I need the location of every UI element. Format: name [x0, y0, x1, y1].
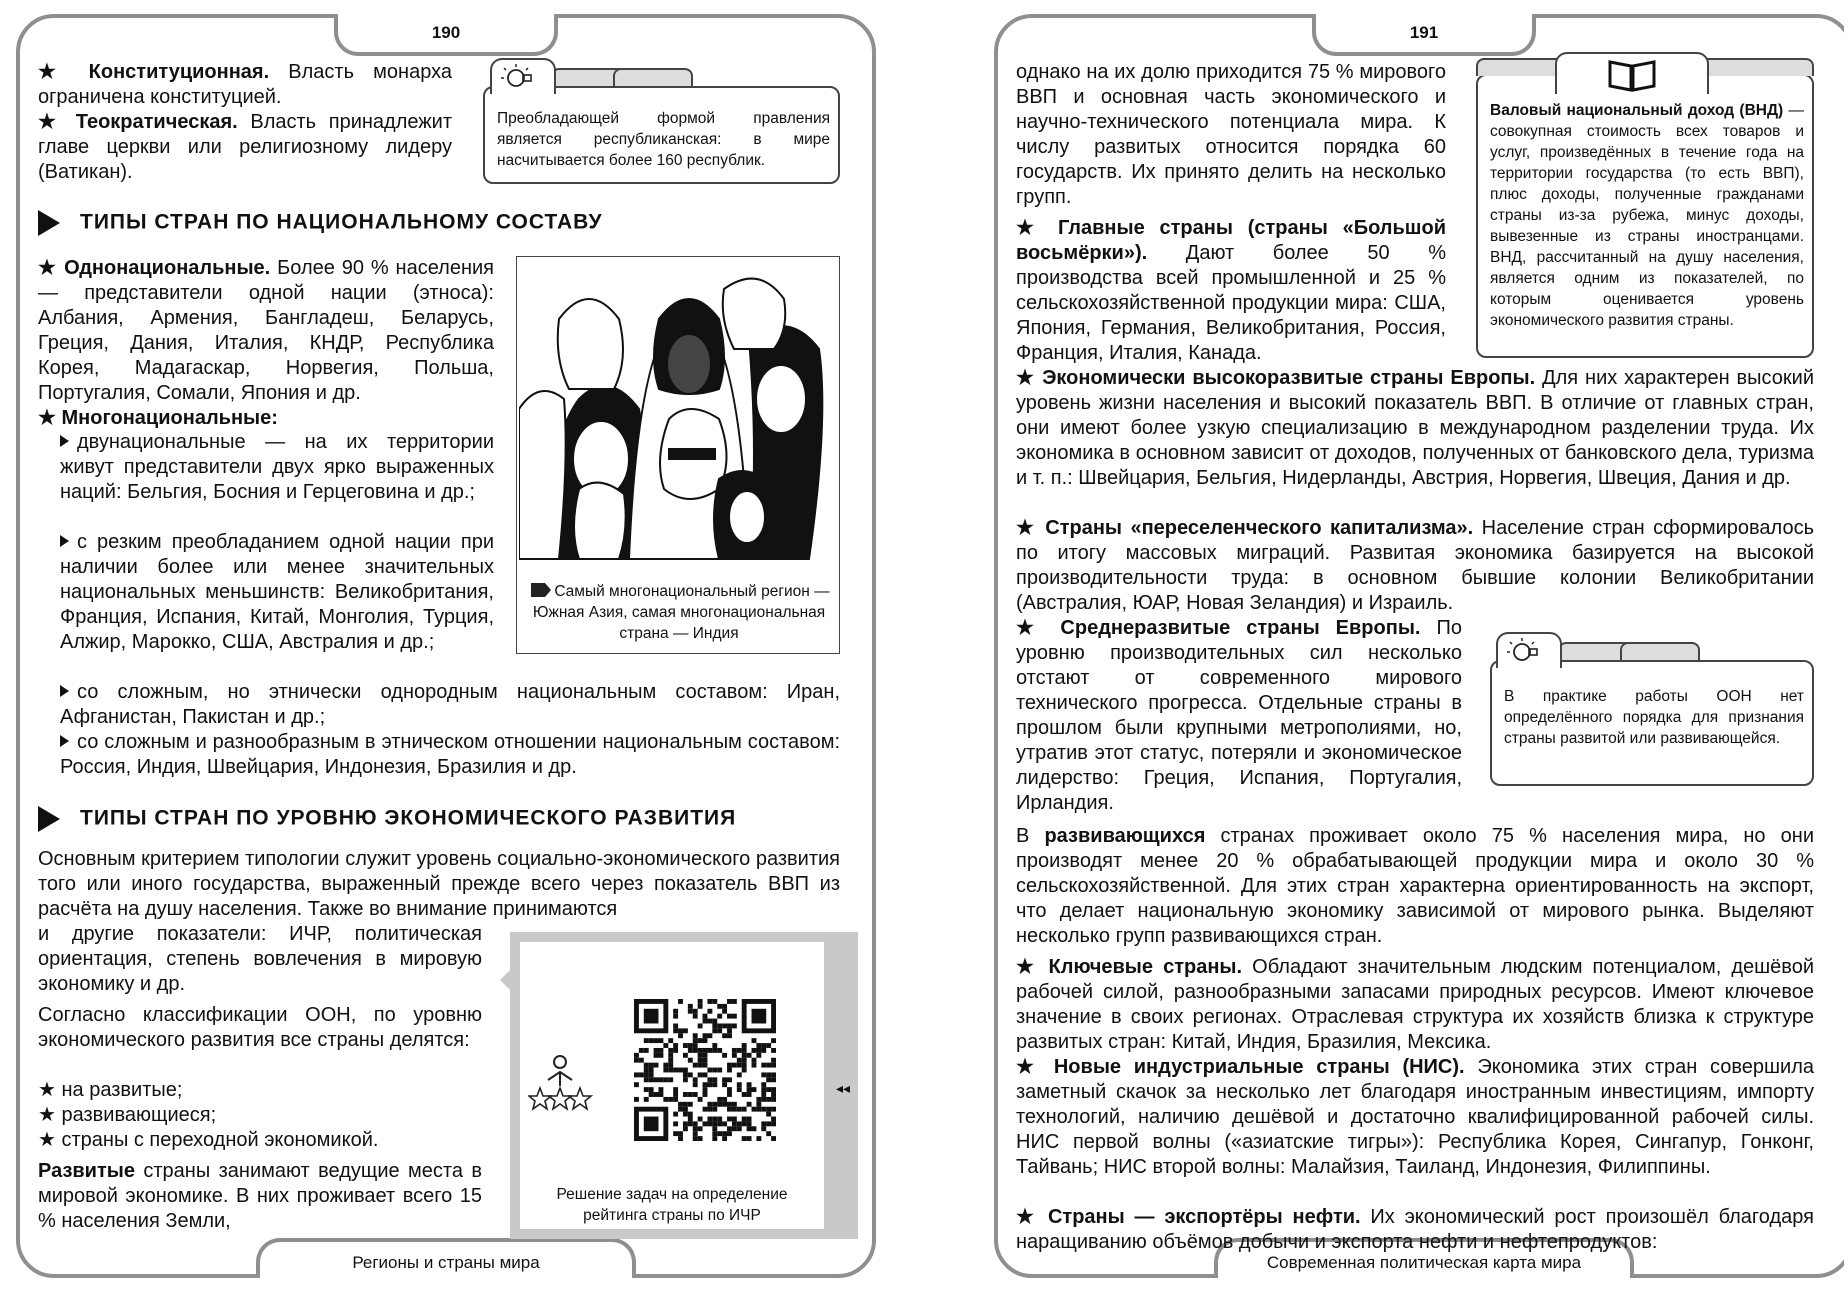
crowd-of-faces-illustration [519, 259, 839, 569]
developed-continued: однако на их долю приходится 75 % мирового ВВП и основная часть экономического и научно-технического потенциала мира. К числу развитых относится порядка 60 государств. Их принято делить на несколько групп. [1016, 61, 1446, 208]
bullet-triangle-icon [60, 435, 69, 447]
page-footer: Регионы и страны мира [256, 1238, 636, 1278]
multi-item-3: со сложным, но этнически однородным национальным составом: Иран, Афганистан, Пакистан и др.; [60, 681, 840, 728]
book-icon [1555, 52, 1709, 94]
section-heading-national: ТИПЫ СТРАН ПО НАЦИОНАЛЬНОМУ СОСТАВУ [38, 210, 603, 236]
mono-national-text [38, 256, 494, 431]
g8-label: ★ Главные страны (страны «Большой восьмёрки»). [1016, 217, 1446, 264]
rating-stars-icon [528, 1052, 598, 1112]
un-classification: Согласно классификации ООН, по уровню экономического развития все страны делятся: [38, 1004, 482, 1051]
gni-definition: Валовый национальный доход (ВНД) — совокупная стоимость всех товаров и услуг, произведённых в течение года на территории государства (то есть ВВП), плюс доходы, полученные гражданами страны из-за рубежа, минус доходы, вывезенные из страны иностранцами. ВНД, рассчитанный на душу населения, является одним из показателей, по которым оценивается уровень экономического развития страны. [1490, 102, 1805, 329]
lightbulb-icon [1496, 632, 1562, 668]
section-heading-economic: ТИПЫ СТРАН ПО УРОВНЮ ЭКОНОМИЧЕСКОГО РАЗВИТИЯ [38, 806, 736, 832]
middle-europe-label: ★ Среднеразвитые страны Европы. [1016, 617, 1421, 639]
qr-panel [510, 932, 858, 1239]
note-un-text: В практике работы ООН нет определённого порядка для признания страны развитой или развивающейся. [1504, 688, 1804, 747]
mono-label: ★ Однонациональные. [38, 257, 271, 279]
multi-item-4: со сложным и разнообразным в этническом отношении национальным составом: Россия, Индия, Швейцария, Индонезия, Бразилия и др. [60, 731, 840, 778]
multi-item-1: двунациональные — на их территории живут представители двух ярко выраженных наций: Бельгия, Босния и Герцеговина и др.; [60, 431, 494, 503]
settler-label: ★ Страны «переселенческого капитализма». [1016, 517, 1474, 539]
qr-caption: Решение задач на определение рейтинга страны по ИЧР [556, 1186, 788, 1224]
constitutional-text: Власть монарха ограничена конституцией. [38, 61, 452, 108]
page-number: 190 [334, 14, 558, 56]
page-number: 191 [1312, 14, 1536, 56]
mono-description: Более 90 % населения — представители одной нации (этноса): Албания, Армения, Бангладеш, Беларусь, Греция, Дания, Италия, КНДР, Республика Корея, Мадагаскар, Норвегия, Польша, Португалия, Сомали, Япония и др. [38, 257, 494, 404]
nic-label: ★ Новые индустриальные страны (НИС). [1016, 1056, 1465, 1078]
figure-people [516, 256, 840, 654]
multi-item-2: с резким преобладанием одной нации при наличии более или менее значительных национальных меньшинств: Великобритания, Франция, Испания, Китай, Монголия, Турция, Алжир, Марокко, США, Австралия и др.; [60, 531, 494, 653]
figure-caption: Самый многонациональный регион — Южная Азия, самая многонациональная страна — Индия [532, 583, 830, 642]
bullet-triangle-icon [60, 735, 69, 747]
list-item: ★ развивающиеся; [38, 1104, 217, 1126]
oil-exporters-paragraph: ★ Страны — экспортёры нефти. Их экономический рост произошёл благодаря наращиванию объёмов добычи и экспорта нефти и нефтепродуктов: [1016, 1206, 1814, 1253]
developed-label: Развитые [38, 1160, 135, 1182]
key-countries-paragraph: ★ Ключевые страны. Обладают значительным людским потенциалом, дешёвой рабочей силой, разнообразными запасами природных ресурсов. Имеют ключевое значение в своих регионах. Отраслевая структура их хозяйств близка к структуре развитых стран: Китай, Индия, Бразилия, Мексика. [1016, 956, 1814, 1053]
economic-intro-a: Основным критерием типологии служит уровень социально-экономического развития того или иного государства, выраженный прежде всего через показатель ВВП из расчёта на душу населения. Также во внимание принимаются [38, 848, 840, 920]
multi-label: ★ Многонациональные: [38, 407, 278, 429]
g8-paragraph: ★ Главные страны (страны «Большой восьмёрки»). Дают более 50 % производства всей промышленной и 25 % сельскохозяйственной продукции мира: США, Япония, Германия, Великобритания, Россия, Франция, Италия, Канада. [1016, 217, 1446, 364]
list-item: ★ страны с переходной экономикой. [38, 1129, 379, 1151]
economic-intro-b: и другие показатели: ИЧР, политическая ориентация, степень вовлечения в мировую экономику и др. [38, 923, 482, 995]
middle-europe-paragraph: ★ Среднеразвитые страны Европы. По уровню производительных сил несколько отстают от современного мирового технического прогресса. Отдельные страны в прошлом были крупными метрополиями, но, утратив этот статус, потеряли и экономическое лидерство: Греция, Испания, Португалия, Ирландия. [1016, 617, 1462, 814]
page-footer: Современная политическая карта мира [1214, 1238, 1634, 1278]
lightbulb-icon [490, 58, 556, 94]
nic-paragraph: ★ Новые индустриальные страны (НИС). Экономика этих стран совершила заметный скачок за несколько лет благодаря иностранным инвестициям, импорту технологий, наличию дешёвой и достаточно квалифицированной рабочей силы. НИС первой волны («азиатские тигры»): Республика Корея, Сингапур, Гонконг, Тайвань; НИС второй волны: Малайзия, Таиланд, Индонезия, Филиппины. [1016, 1056, 1814, 1178]
monarchy-types [38, 60, 452, 185]
key-countries-label: ★ Ключевые страны. [1016, 956, 1243, 978]
europe-high-label: ★ Экономически высокоразвитые страны Европы. [1016, 367, 1536, 389]
bullet-triangle-icon [60, 685, 69, 697]
arrow-icon [38, 806, 60, 832]
rewind-icon: ◂◂ [836, 1080, 851, 1096]
settler-paragraph: ★ Страны «переселенческого капитализма». Население стран сформировалось по итогу массовых миграций. Развитая экономика базируется на высокой производительности труда: в основном бывшие колонии Великобритании (Австралия, ЮАР, Новая Зеландия) и Израиль. [1016, 517, 1814, 614]
note-box-republics [483, 86, 840, 184]
note-republics-text: Преобладающей формой правления является республиканская: в мире насчитывается более 160 республик. [497, 110, 830, 169]
gni-term: Валовый национальный доход (ВНД) [1490, 102, 1784, 119]
theocratic-text: Власть принадлежит главе церкви или религиозному лидеру (Ватикан). [38, 111, 452, 183]
constitutional-label: ★ Конституционная. [38, 61, 270, 83]
bullet-triangle-icon [60, 535, 69, 547]
list-item: ★ на развитые; [38, 1079, 183, 1101]
qr-panel-pointer [500, 970, 510, 990]
oil-exporters-label: ★ Страны — экспортёры нефти. [1016, 1206, 1361, 1228]
gni-definition-box [1476, 74, 1814, 358]
developing-paragraph: В развивающихся странах проживает около 75 % населения мира, но они производят менее 20 % обрабатывающей продукции мира и около 30 % сельскохозяйственной. Для этих стран характерна ориентированность на экспорт, что делает национальную экономику зависимой от мирового рынка. Выделяют несколько групп развивающихся стран. [1016, 825, 1814, 947]
un-classification-list [38, 1078, 482, 1153]
developed-paragraph: Развитые страны занимают ведущие места в мировой экономике. В них проживает всего 15 % населения Земли, [38, 1160, 482, 1232]
developing-term: развивающихся [1044, 825, 1206, 847]
europe-high-paragraph: ★ Экономически высокоразвитые страны Европы. Для них характерен высокий уровень жизни населения и высокий показатель ВВП. В отличие от главных стран, они имеют более узкую специализацию в международном разделении труда. Их экономика в основном зависит от доходов, полученных от банковского дела, туризма и т. п.: Швейцария, Бельгия, Нидерланды, Австрия, Норвегия, Швеция, Дания и др. [1016, 367, 1814, 489]
arrow-icon [38, 210, 60, 236]
theocratic-label: ★ Теократическая. [38, 111, 238, 133]
qr-code[interactable] [634, 999, 776, 1141]
note-box-un [1490, 660, 1814, 786]
